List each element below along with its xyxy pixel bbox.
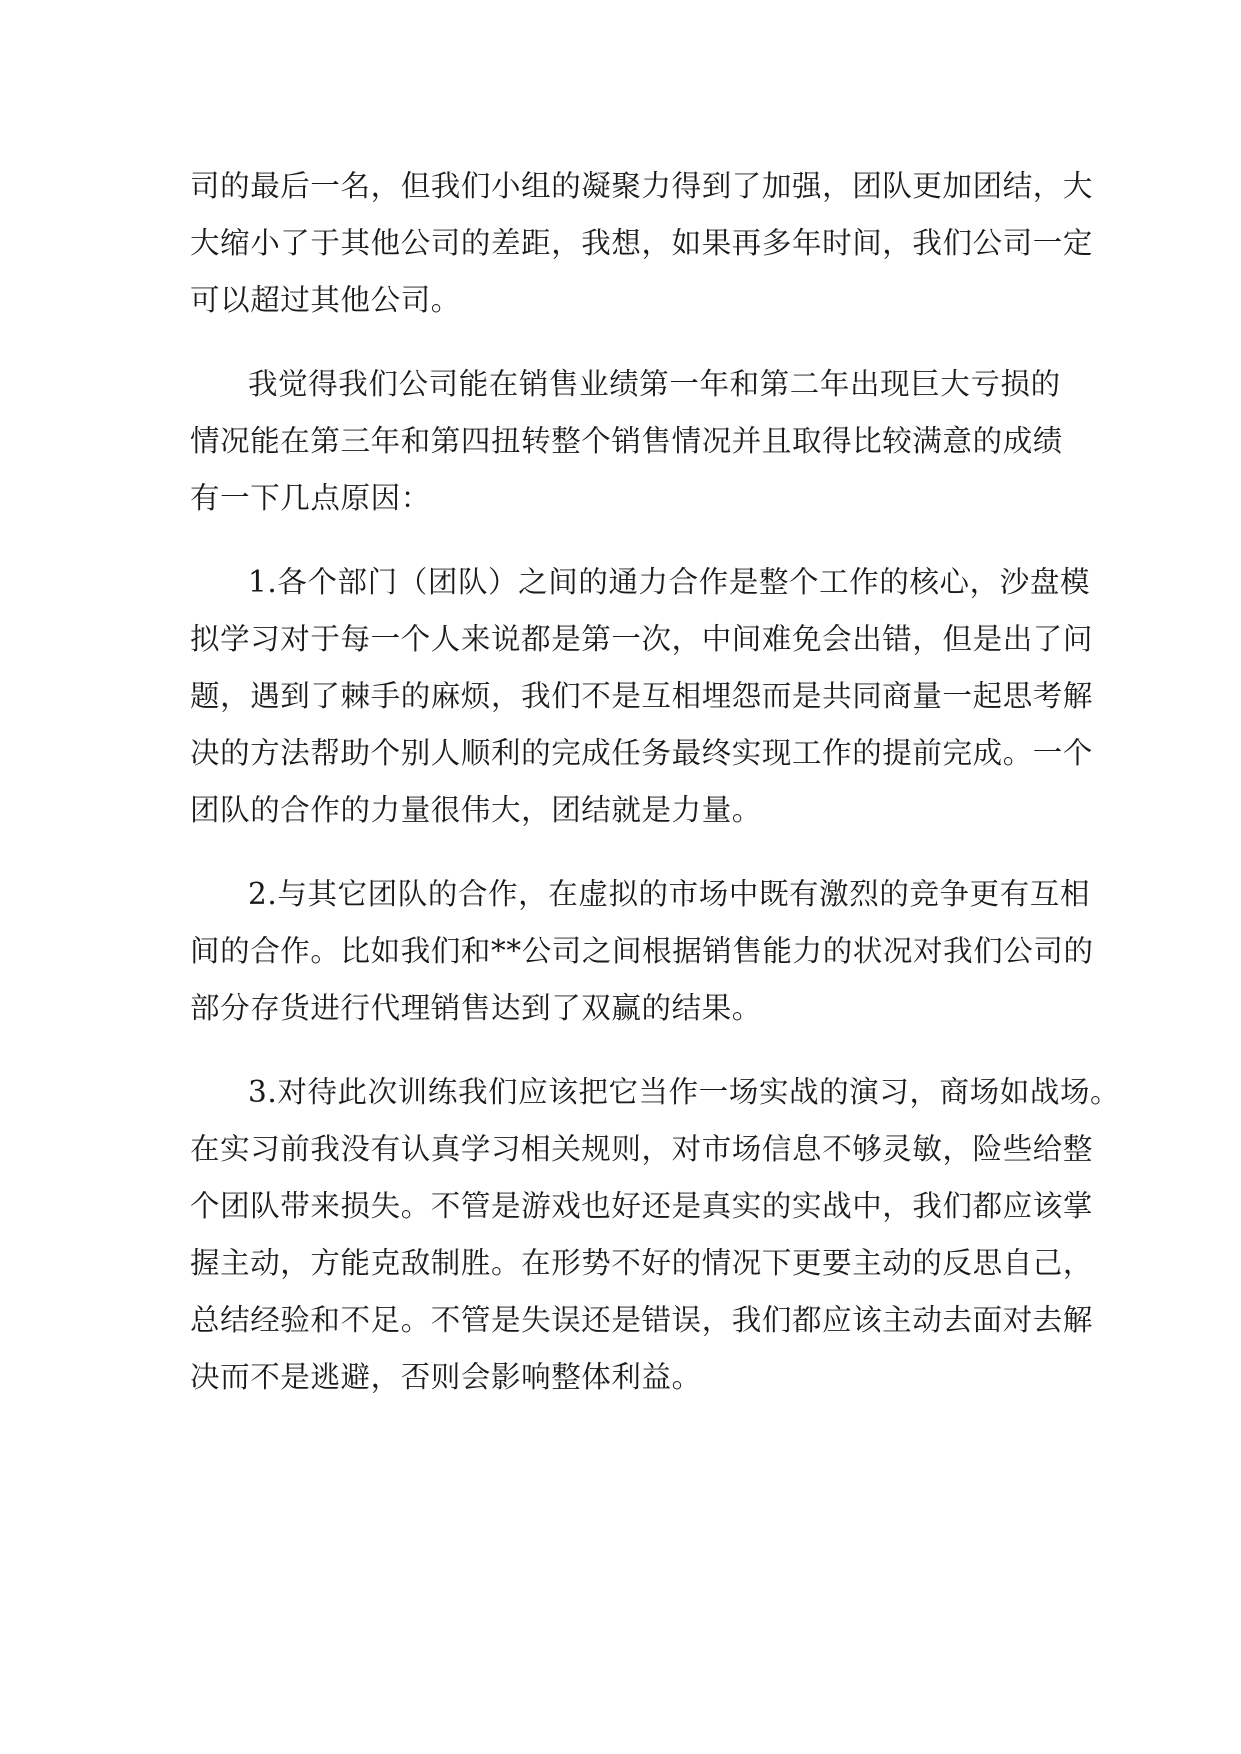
text-line: 司的最后一名，但我们小组的凝聚力得到了加强，团队更加团结，大 <box>190 169 1094 203</box>
text-line: 团队的合作的力量很伟大，团结就是力量。 <box>190 793 762 827</box>
text-line: 题，遇到了棘手的麻烦，我们不是互相埋怨而是共同商量一起思考解 <box>190 679 1094 713</box>
text-line: 间的合作。比如我们和**公司之间根据销售能力的状况对我们公司的 <box>190 934 1094 968</box>
text-line: 决而不是逃避，否则会影响整体利益。 <box>190 1360 702 1394</box>
paragraph-continuation <box>190 158 1094 329</box>
text-line: 在实习前我没有认真学习相关规则，对市场信息不够灵敏，险些给整 <box>190 1132 1094 1166</box>
text-line: 拟学习对于每一个人来说都是第一次，中间难免会出错，但是出了问 <box>190 622 1094 656</box>
text-line: 部分存货进行代理销售达到了双赢的结果。 <box>190 991 762 1025</box>
text-line: 可以超过其他公司。 <box>190 283 461 317</box>
text-line: 2.与其它团队的合作，在虚拟的市场中既有激烈的竞争更有互相 <box>248 877 1091 911</box>
paragraph-point-3 <box>190 1064 1121 1406</box>
text-line: 我觉得我们公司能在销售业绩第一年和第二年出现巨大亏损的 <box>248 367 1061 401</box>
text-line: 3.对待此次训练我们应该把它当作一场实战的演习，商场如战场。 <box>248 1075 1121 1109</box>
text-line: 个团队带来损失。不管是游戏也好还是真实的实战中，我们都应该掌 <box>190 1189 1094 1223</box>
text-line: 情况能在第三年和第四扭转整个销售情况并且取得比较满意的成绩 <box>190 424 1063 458</box>
text-line: 大缩小了于其他公司的差距，我想，如果再多年时间，我们公司一定 <box>190 226 1094 260</box>
text-line: 1.各个部门（团队）之间的通力合作是整个工作的核心，沙盘模 <box>248 565 1091 599</box>
text-line: 有一下几点原因： <box>190 481 431 515</box>
paragraph-reasons-intro <box>190 356 1063 527</box>
document-body <box>190 158 1121 1433</box>
text-line: 总结经验和不足。不管是失误还是错误，我们都应该主动去面对去解 <box>190 1303 1094 1337</box>
paragraph-point-2 <box>190 866 1094 1037</box>
text-line: 决的方法帮助个别人顺利的完成任务最终实现工作的提前完成。一个 <box>190 736 1094 770</box>
paragraph-point-1 <box>190 554 1094 839</box>
text-line: 握主动，方能克敌制胜。在形势不好的情况下更要主动的反思自己， <box>190 1246 1094 1280</box>
